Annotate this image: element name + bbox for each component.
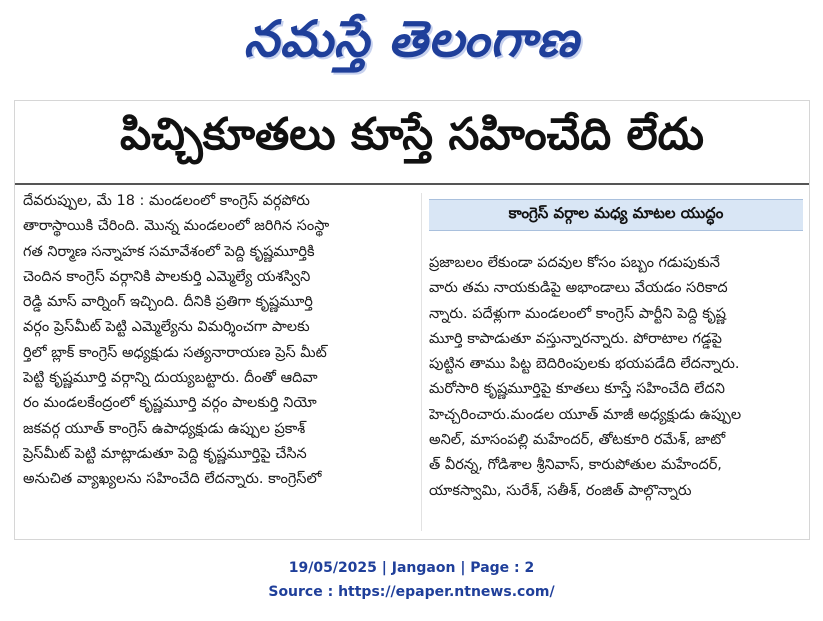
article-line: అనిల్, మాసంపల్లి మహేందర్, తోటకూరి రమేశ్, జాటో bbox=[429, 432, 726, 449]
article-line: ర్తిలో బ్లాక్ కాంగ్రెస్ అధ్యక్షుడు సత్యనారాయణ ప్రెస్ మీట్ bbox=[23, 344, 327, 361]
source-link[interactable]: Source : https://epaper.ntnews.com/ bbox=[268, 584, 555, 600]
article-line: యాకస్వామి, సురేశ్, సతీశ్, రంజిత్ పాల్గొన్నారు bbox=[429, 482, 692, 499]
column-divider bbox=[421, 193, 422, 531]
article-line: మరోసారి కృష్ణమూర్తిపై కూతలు కూస్తే సహించేది లేదని bbox=[429, 381, 725, 398]
article-line: హెచ్చరించారు.మండల యూత్ మాజీ అధ్యక్షుడు ఉప్పుల bbox=[429, 406, 742, 423]
masthead bbox=[0, 0, 823, 90]
headline-rule bbox=[15, 183, 809, 185]
article-line: జకవర్గ యూత్ కాంగ్రెస్ ఉపాధ్యక్షుడు ఉప్పుల ప్రకాశ్ bbox=[23, 420, 306, 437]
article-line: ప్రజాబలం లేకుండా పదవుల కోసం పబ్బం గడుపుకునే bbox=[429, 255, 720, 271]
article-subheadline: కాంగ్రెస్ వర్గాల మధ్య మాటల యుద్ధం bbox=[429, 199, 803, 231]
article-line: వర్గం ప్రెస్‌మీట్ పెట్టి ఎమ్మెల్యేను విమర్శించగా పాలకు bbox=[23, 319, 310, 336]
article-line: గత నిర్మాణ సన్నాహక సమావేశంలో పెద్ది కృష్ణమూర్తికి bbox=[23, 243, 315, 260]
article-column-left bbox=[23, 189, 417, 493]
article-line: న్నారు. పదేళ్లుగా మండలంలో కాంగ్రెస్ పార్టీని పెద్ది కృష్ణ bbox=[429, 305, 726, 322]
article-line: పుట్టిన తాము పిట్ట బెదిరింపులకు భయపడేది లేదన్నారు. bbox=[429, 356, 740, 373]
article-line: రం మండలకేంద్రంలో కృష్ణమూర్తి వర్గం పాలకుర్తి నియో bbox=[23, 395, 317, 412]
edition-info: 19/05/2025 | Jangaon | Page : 2 bbox=[288, 560, 535, 576]
article-line: రెడ్డి మాస్ వార్నింగ్ ఇచ్చింది. దీనికి ప్రతిగా కృష్ణమూర్తి bbox=[23, 294, 313, 311]
article-line: దేవరుప్పుల, మే 18 : మండలంలో కాంగ్రెస్ వర్గపోరు bbox=[23, 193, 310, 209]
article-line: మూర్తి కాపాడుతూ వస్తున్నారన్నారు. పోరాటాల గడ్డపై bbox=[429, 330, 722, 347]
article-headline: పిచ్చికూతలు కూస్తే సహించేది లేదు bbox=[120, 109, 704, 160]
article-line: తారాస్థాయికి చేరింది. మొన్న మండలంలో జరిగిన సంస్థా bbox=[23, 218, 330, 235]
article-line: పెట్టి కృష్ణమూర్తి వర్గాన్ని దుయ్యబట్టారు. దీంతో ఆదివా bbox=[23, 370, 318, 387]
article-column-right bbox=[429, 251, 803, 504]
article-line: త్ వీరన్న, గోడిశాల శ్రీనివాస్, కారుపోతుల మహేందర్, bbox=[429, 457, 722, 474]
masthead-logo-text: నమస్తే తెలంగాణ bbox=[243, 9, 580, 68]
article-line: అనుచిత వ్యాఖ్యలను సహించేది లేదన్నారు. కాంగ్రెస్‌లో bbox=[23, 471, 322, 488]
article-line: ప్రెస్‌మీట్ పెట్టి మాట్లాడుతూ పెద్ది కృష్ణమూర్తిపై చేసిన bbox=[23, 445, 307, 462]
article-line: వారు తమ నాయకుడిపై అభాండాలు వేయడం సరికాద bbox=[429, 280, 728, 297]
article-line: చెందిన కాంగ్రెస్ వర్గానికి పాలకుర్తి ఎమ్మెల్యే యశస్విని bbox=[23, 268, 311, 285]
article-clipping bbox=[14, 100, 810, 540]
